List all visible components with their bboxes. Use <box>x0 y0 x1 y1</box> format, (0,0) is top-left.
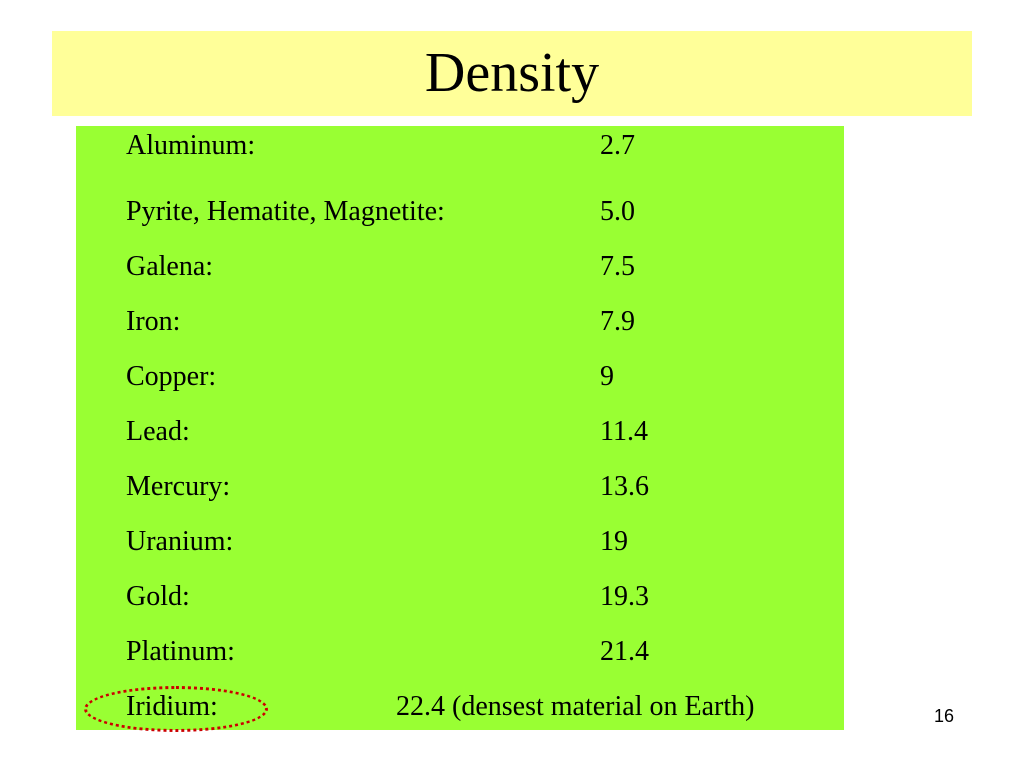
title-band <box>52 31 972 116</box>
material-name: Pyrite, Hematite, Magnetite: <box>126 196 445 227</box>
material-name: Lead: <box>126 416 190 447</box>
material-name: Gold: <box>126 581 190 612</box>
list-item <box>76 126 844 166</box>
material-name: Platinum: <box>126 636 235 667</box>
material-name: Copper: <box>126 361 217 392</box>
material-name: Aluminum: <box>126 130 256 161</box>
iridium-highlight-ellipse <box>84 686 268 732</box>
density-list <box>76 126 844 730</box>
density-value: 2.7 <box>600 130 635 161</box>
density-value: 11.4 <box>600 416 648 447</box>
density-value: 19 <box>600 526 628 557</box>
density-value: 7.9 <box>600 306 635 337</box>
list-item <box>76 302 844 342</box>
list-item <box>76 357 844 397</box>
material-name: Iridium: <box>126 691 218 722</box>
density-value: 9 <box>600 361 614 392</box>
list-item <box>76 522 844 562</box>
density-value: 22.4 (densest material on Earth) <box>396 691 755 722</box>
density-value: 7.5 <box>600 251 635 282</box>
list-item <box>76 192 844 232</box>
material-name: Galena: <box>126 251 214 282</box>
list-item <box>76 577 844 617</box>
material-name: Uranium: <box>126 526 234 557</box>
material-name: Mercury: <box>126 471 231 502</box>
list-item <box>76 632 844 672</box>
material-name: Iron: <box>126 306 181 337</box>
page-number: 16 <box>934 706 955 726</box>
list-item <box>76 467 844 507</box>
density-value: 21.4 <box>600 636 649 667</box>
density-value: 5.0 <box>600 196 635 227</box>
list-item <box>76 412 844 452</box>
list-item <box>76 247 844 287</box>
slide-title: Density <box>424 42 600 104</box>
density-value: 13.6 <box>600 471 649 502</box>
density-value: 19.3 <box>600 581 649 612</box>
